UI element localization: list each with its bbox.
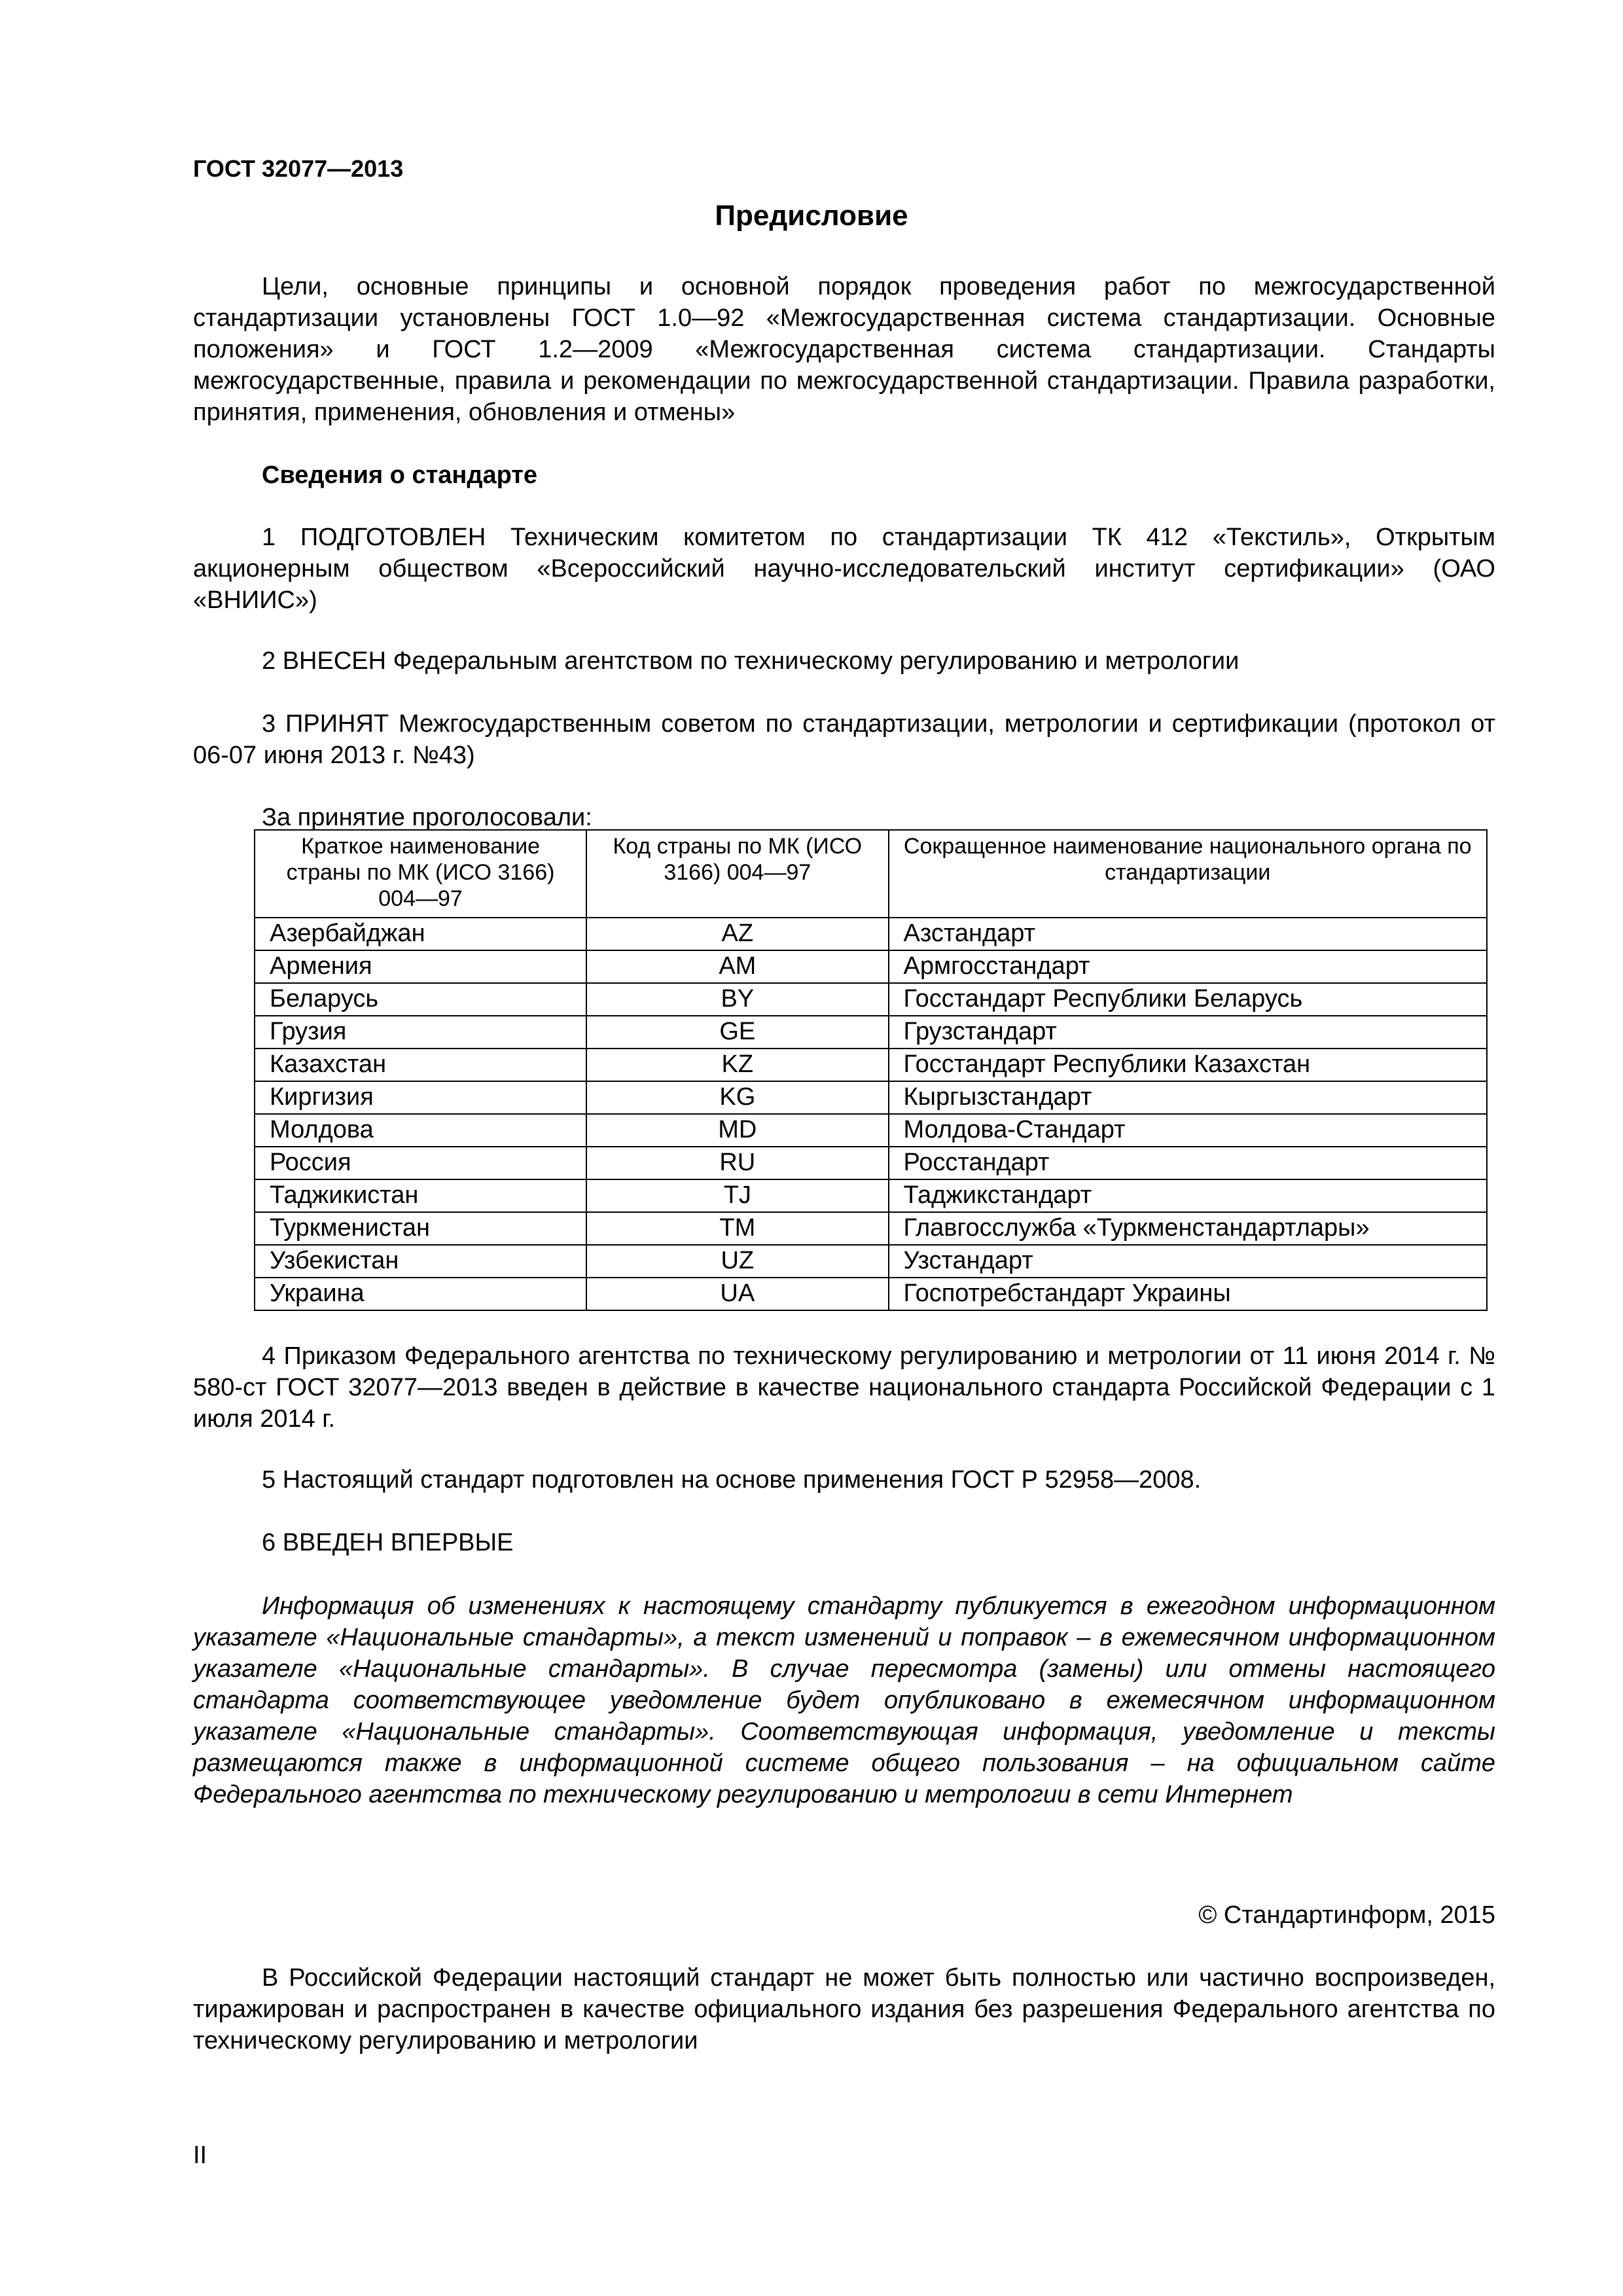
country-code-cell: BY: [586, 983, 888, 1016]
document-id-header: ГОСТ 32077—2013: [193, 155, 404, 182]
item-1-paragraph: 1 ПОДГОТОВЛЕН Техническим комитетом по стандартизации ТК 412 «Текстиль», Открытым акционерным обществом «Всероссийский научно-исследовательский институт сертификации» (ОАО «ВНИИС»): [193, 524, 1495, 614]
rights-paragraph: В Российской Федерации настоящий стандарт не может быть полностью или частично воспроизведен, тиражирован и распространен в качестве официального издания без разрешения Федерального агентства по техническому регулированию и метрологии: [193, 1964, 1495, 2054]
item-5-paragraph: 5 Настоящий стандарт подготовлен на основе применения ГОСТ Р 52958—2008.: [262, 1466, 1202, 1494]
country-cell: Азербайджан: [255, 918, 586, 950]
standards-body-cell: Госстандарт Республики Беларусь: [889, 983, 1487, 1016]
page-title: Предисловие: [715, 200, 908, 232]
vote-label: За принятие проголосовали:: [262, 804, 592, 831]
voting-countries-table: [254, 829, 1488, 1311]
table-row: [255, 1049, 1487, 1081]
country-code-cell: AM: [586, 950, 888, 983]
country-cell: Узбекистан: [255, 1245, 586, 1278]
page-number: II: [193, 2142, 207, 2169]
table-row: [255, 1016, 1487, 1049]
country-cell: Грузия: [255, 1016, 586, 1049]
standards-body-cell: Кыргызстандарт: [889, 1081, 1487, 1114]
country-code-cell: GE: [586, 1016, 888, 1049]
table-row: [255, 950, 1487, 983]
header-code: Код страны по МК (ИСО 3166) 004—97: [586, 830, 888, 918]
standards-body-cell: Главгосслужба «Туркменстандартлары»: [889, 1212, 1487, 1245]
table-body: [255, 918, 1487, 1310]
country-cell: Казахстан: [255, 1049, 586, 1081]
standards-body-cell: Госстандарт Республики Казахстан: [889, 1049, 1487, 1081]
standards-body-cell: Таджикстандарт: [889, 1179, 1487, 1212]
item-2-paragraph: 2 ВНЕСЕН Федеральным агентством по техническому регулированию и метрологии: [262, 647, 1240, 675]
item-3-paragraph: 3 ПРИНЯТ Межгосударственным советом по стандартизации, метрологии и сертификации (протокол от 06-07 июня 2013 г. №43): [193, 710, 1495, 769]
table-row: [255, 1245, 1487, 1278]
country-code-cell: UA: [586, 1278, 888, 1310]
country-cell: Киргизия: [255, 1081, 586, 1114]
table-row: [255, 1179, 1487, 1212]
item-4-paragraph: 4 Приказом Федерального агентства по техническому регулированию и метрологии от 11 июня 2014 г. № 580-ст ГОСТ 32077—2013 введен в действие в качестве национального стандарта Российской Федерации с 1 июля 2014 г.: [193, 1342, 1495, 1433]
standard-info-heading: Сведения о стандарте: [262, 461, 538, 489]
country-cell: Украина: [255, 1278, 586, 1310]
country-cell: Таджикистан: [255, 1179, 586, 1212]
standards-body-cell: Азстандарт: [889, 918, 1487, 950]
table-row: [255, 1147, 1487, 1179]
country-code-cell: KG: [586, 1081, 888, 1114]
standards-body-cell: Госпотребстандарт Украины: [889, 1278, 1487, 1310]
standards-body-cell: Армгосстандарт: [889, 950, 1487, 983]
table-header-row: [255, 830, 1487, 918]
country-cell: Армения: [255, 950, 586, 983]
country-cell: Туркменистан: [255, 1212, 586, 1245]
country-code-cell: AZ: [586, 918, 888, 950]
table-row: [255, 1212, 1487, 1245]
table-row: [255, 1278, 1487, 1310]
table-row: [255, 918, 1487, 950]
country-code-cell: RU: [586, 1147, 888, 1179]
header-standards-body: Сокращенное наименование национального органа по стандартизации: [889, 830, 1487, 918]
country-cell: Россия: [255, 1147, 586, 1179]
standards-body-cell: Узстандарт: [889, 1245, 1487, 1278]
country-code-cell: KZ: [586, 1049, 888, 1081]
item-6-paragraph: 6 ВВЕДЕН ВПЕРВЫЕ: [262, 1529, 514, 1556]
intro-paragraph: Цели, основные принципы и основной порядок проведения работ по межгосударственной стандартизации установлены ГОСТ 1.0—92 «Межгосударственная система стандартизации. Основные положения» и ГОСТ 1.2—2009 «Межгосударственная система стандартизации. Стандарты межгосударственные, правила и рекомендации по межгосударственной стандартизации. Правила разработки, принятия, применения, обновления и отмены»: [193, 273, 1495, 426]
country-code-cell: MD: [586, 1114, 888, 1147]
standards-body-cell: Грузстандарт: [889, 1016, 1487, 1049]
table-row: [255, 983, 1487, 1016]
copyright-line: © Стандартинформ, 2015: [1198, 1901, 1495, 1929]
country-code-cell: TM: [586, 1212, 888, 1245]
standards-body-cell: Молдова-Стандарт: [889, 1114, 1487, 1147]
country-code-cell: UZ: [586, 1245, 888, 1278]
changes-notice-paragraph: Информация об изменениях к настоящему стандарту публикуется в ежегодном информационном указателе «Национальные стандарты», а текст изменений и поправок – в ежемесячном информационном указателе «Национальные стандарты». В случае пересмотра (замены) или отмены настоящего стандарта соответствующее уведомление будет опубликовано в ежемесячном информационном указателе «Национальные стандарты». Соответствующая информация, уведомление и тексты размещаются также в информационной системе общего пользования – на официальном сайте Федерального агентства по техническому регулированию и метрологии в сети Интернет: [193, 1592, 1495, 1808]
standards-body-cell: Росстандарт: [889, 1147, 1487, 1179]
country-cell: Беларусь: [255, 983, 586, 1016]
country-cell: Молдова: [255, 1114, 586, 1147]
table-row: [255, 1081, 1487, 1114]
table-row: [255, 1114, 1487, 1147]
header-country: Краткое наименование страны по МК (ИСО 3166) 004—97: [255, 830, 586, 918]
country-code-cell: TJ: [586, 1179, 888, 1212]
